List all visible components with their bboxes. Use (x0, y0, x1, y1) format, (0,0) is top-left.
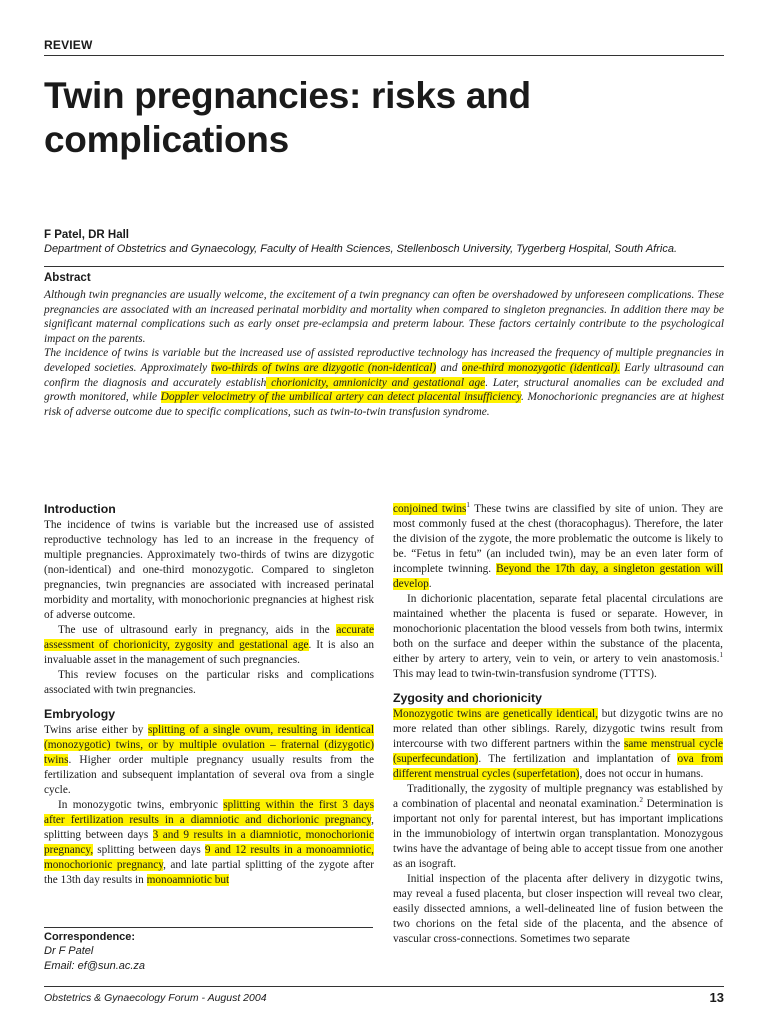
text-run: Determination is important not only for parental interest, but has important implications in the immunobiology of intertwin organ transplantation. Monozygous twins have the advantage of being able to accept tissue from one another as an isograft. (393, 798, 723, 870)
text-run: . Higher order multiple pregnancy usually results from the fertilization and subsequent implantation of several ova from a single cycle. (44, 754, 374, 796)
authors: F Patel, DR Hall (44, 229, 129, 241)
embryology-heading: Embryology (44, 707, 116, 721)
text-run: . The fertilization and implantation of (478, 753, 678, 765)
highlighted-text: one-third monozygotic (identical). (461, 361, 621, 374)
highlighted-text: Doppler velocimetry of the umbilical artery can detect placental insufficiency (160, 391, 521, 404)
text-run: , and late partial splitting of the zygote after the 13th day results in (44, 859, 374, 886)
abstract-paragraph (44, 346, 724, 419)
text-run: This may lead to twin-twin-transfusion syndrome (TTTS). (393, 668, 657, 680)
correspondence-name: Dr F Patel (44, 945, 94, 957)
body-paragraph (393, 707, 723, 782)
highlighted-text: two-thirds of twins are dizygotic (non-identical) (211, 361, 437, 374)
text-run: and (436, 361, 462, 374)
article-title: Twin pregnancies: risks and complications (44, 75, 531, 160)
footer-journal: Obstetrics & Gynaecology Forum - August 2004 (44, 992, 267, 1004)
body-paragraph: This review focuses on the particular risks and complications associated with twin pregnancies. (44, 669, 374, 696)
body-paragraph (44, 623, 374, 668)
zygosity-heading: Zygosity and chorionicity (393, 691, 542, 705)
body-paragraph: The incidence of twins is variable but the increased use of assisted reproductive technology has led to an increase in the frequency of multiple pregnancies. Approximately two-thirds of twins are dizygotic (non-identical) and one-third monozygotic. Compared to singleton pregnancies, twin pregnancies are associated with increased perinatal morbidity and mortality, with monochorionic pregnancies at highest risk of adverse outcome. (44, 519, 374, 621)
highlighted-text: 3 and 9 results in a diamniotic, monochorionic pregnancy, (44, 829, 374, 856)
highlighted-text: monoamniotic but (146, 874, 230, 886)
text-run: In monozygotic twins, embryonic (58, 799, 224, 811)
text-run: The use of ultrasound early in pregnancy, aids in the (58, 624, 337, 636)
body-paragraph (44, 798, 374, 888)
text-run: . (428, 578, 432, 590)
highlighted-text: Beyond the 17th day, a singleton gestation will develop (393, 563, 723, 590)
text-run: Early ultrasound can confirm the diagnosis and accurately establish (44, 361, 725, 389)
text-run: These twins are classified by site of union. They are most commonly fused at the chest (thoracophagus). Therefore, the later the division of the zygote, the more problematic the outcome is likely to be. “Fetus in fetu” (an included twin), may be an even later form of incomplete twinning. (393, 503, 723, 575)
spacer (44, 698, 374, 707)
abstract-paragraph: Although twin pregnancies are usually welcome, the excitement of a twin pregnancy can often be overshadowed by unforeseen complications. These pregnancies are associated with an increased perinatal morbidity and mortality when compared to singleton pregnancies. In addition there may be significant maternal complications such as early onset pre-eclampsia and preterm labour. These factors certainly contribute to the psychological impact on the parents. (44, 289, 724, 345)
highlighted-text: 9 and 12 results in a monoamniotic, monochorionic pregnancy (44, 844, 374, 871)
text-run: . Later, structural anomalies can be excluded and growth monitored, while (44, 376, 725, 404)
right-column (393, 502, 723, 947)
spacer (393, 682, 723, 691)
text-run: In dichorionic placentation, separate fetal placental circulations are maintained whether the placenta is fused or separate. However, in monochorionic placentation the blood vessels from both twins, intermix both on the surface and deeper within the substance of the placenta, either by artery to artery, vein to vein, or artery to vein anastomosis. (393, 593, 723, 665)
text-run: Twins arise either by (44, 724, 148, 736)
abstract-rule (44, 266, 724, 267)
text-run: The incidence of twins is variable but the increased use of assisted reproductive technology has increased the frequency of multiple pregnancies in developed societies. Approximately (44, 347, 724, 374)
highlighted-text: splitting of a single ovum, resulting in identical (monozygotic) twins, or by multiple ovulation – fraternal (dizygotic) twins (44, 724, 374, 766)
highlighted-text: splitting within the first 3 days after fertilization results in a diamniotic and dichorionic pregnancy (44, 799, 374, 826)
page-number: 13 (709, 990, 724, 1005)
abstract-body (44, 288, 724, 419)
intro-heading: Introduction (44, 502, 116, 516)
highlighted-text: same menstrual cycle (superfecundation) (393, 738, 723, 765)
body-paragraph (44, 723, 374, 798)
body-paragraph (393, 592, 723, 682)
highlighted-text: accurate assessment of chorionicity, zygosity and gestational age (44, 624, 374, 651)
highlighted-text: ova from different menstrual cycles (superfetation) (393, 753, 723, 780)
text-run: , does not occur in humans. (579, 768, 704, 780)
left-column (44, 502, 374, 888)
correspondence-email: Email: ef@sun.ac.za (44, 960, 146, 972)
header-rule (44, 55, 724, 56)
body-paragraph (393, 502, 723, 592)
text-run: , splitting between days (44, 814, 374, 841)
highlighted-text: Monozygotic twins are genetically identical, (393, 708, 598, 720)
text-run: splitting between days (93, 844, 205, 856)
highlighted-text: conjoined twins (393, 503, 467, 515)
footer-rule (44, 986, 724, 987)
abstract-heading: Abstract (44, 272, 91, 284)
correspondence-rule (44, 927, 373, 928)
citation-marker: 1 (719, 651, 723, 659)
text-run: Traditionally, the zygosity of multiple pregnancy was established by a combination of placental and neonatal examination. (393, 783, 723, 810)
body-paragraph: Initial inspection of the placenta after delivery in dizygotic twins, may reveal a fused placenta, but closer inspection will reveal two clear, easily dissected amnions, a well-delineated line of fusion between the two chorions on the fetal side of the placenta, and the absence of vascular cross-connections. Sometimes two separate (393, 873, 723, 945)
citation-marker: 1 (466, 501, 470, 509)
text-run: but dizygotic twins are no more related than other siblings. Rarely, dizygotic twins result from intercourse with two different partners within the (393, 708, 723, 750)
citation-marker: 2 (639, 796, 644, 804)
text-run: . It is also an invaluable asset in the management of such pregnancies. (44, 639, 374, 666)
body-paragraph (393, 782, 723, 872)
section-tag: REVIEW (44, 38, 93, 52)
highlighted-text: chorionicity, amnionicity and gestational age (266, 376, 486, 389)
correspondence-heading: Correspondence: (44, 931, 136, 943)
affiliation: Department of Obstetrics and Gynaecology, Faculty of Health Sciences, Stellenbosch University, Tygerberg Hospital, South Africa. (44, 243, 677, 255)
text-run: . Monochorionic pregnancies are at highest risk of adverse outcome due to specific complications, such as twin-to-twin transfusion syndrome. (44, 391, 724, 418)
